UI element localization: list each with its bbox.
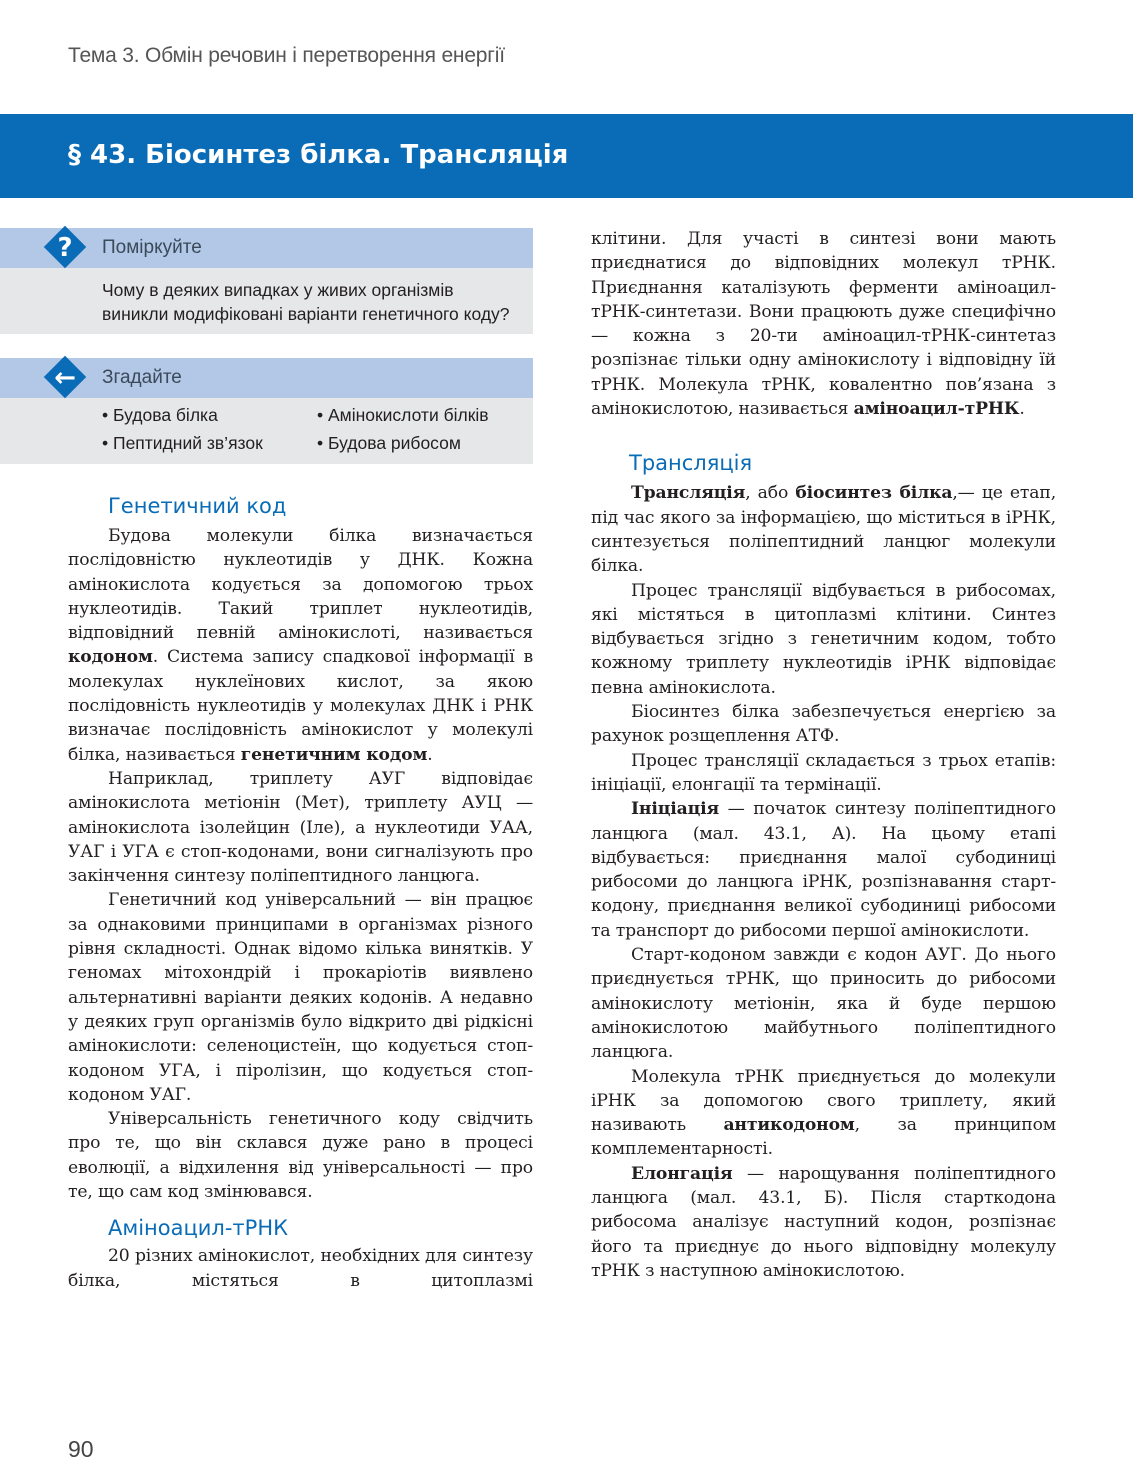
term-genetic-code: генетичним кодом [240, 744, 428, 765]
text-span: . [1019, 399, 1025, 420]
paragraph [68, 524, 533, 767]
title-band [0, 114, 1133, 198]
term-anticodon: антикодоном [723, 1115, 855, 1136]
paragraph: Біосинтез білка забезпечується енергією за рахунок розщеплення АТФ. [591, 702, 1056, 747]
recall-item: • Будова білка [102, 404, 317, 426]
paragraph: Старт-кодоном завжди є кодон АУГ. До нього приєднується тРНК, що приносить до рибосоми амінокислоту метіонін, яка й буде першою амінокислотою майбутнього поліпептидного ланцюга. [591, 945, 1056, 1063]
text-span: ,— це етап, під час якого за інформацією, що міститься в іРНК, синтезується поліпептидний ланцюг молекули білка. [591, 483, 1057, 577]
text-span: , за принципом комплементарності. [591, 1115, 1056, 1160]
heading-genetic-code: Генетичний код [108, 494, 287, 518]
paragraph [591, 797, 1056, 943]
right-column [591, 227, 1056, 1283]
arrow-left-icon: ← [54, 363, 76, 393]
page-title: § 43. Біосинтез білка. Трансляція [68, 140, 569, 170]
text-span: . Система запису спадкової інформації в молекулах нуклеїнових кислот, за якою послідовність нуклеотидів у молекулах ДНК і РНК визначає послідовність амінокислот у молекулі білка, називається [68, 647, 533, 765]
term-protein-biosynthesis: біосинтез білка [795, 483, 953, 504]
term-initiation: Ініціація [631, 799, 720, 820]
think-box-body [0, 268, 533, 334]
recall-item: • Амінокислоти білків [317, 404, 532, 426]
left-column [0, 228, 533, 1293]
paragraph: Процес трансляції складається з трьох етапів: ініціації, елонгації та термінації. [591, 750, 1056, 795]
recall-item: • Будова рибосом [317, 432, 532, 454]
text-span: , або [745, 483, 796, 504]
paragraph: Наприклад, триплету АУГ відповідає амінокислота метіонін (Мет), триплету АУЦ — амінокислота ізолейцин (Іле), а нуклеотиди УАА, УАГ і УГА є стоп-кодонами, вони сигналізують про закінчення синтезу поліпептидного ланцюга. [68, 768, 533, 887]
recall-label: Згадайте [102, 367, 182, 388]
paragraph [591, 1065, 1056, 1162]
term-codon: кодоном [68, 647, 153, 668]
paragraph: Генетичний код універсальний — він працює за однаковими принципами в організмах різного рівня складності. Однак відомо кілька винятків. У геномах мітохондрій і прокаріотів виявлено альтернативні варіанти деяких кодонів. А недавно у деяких груп організмів було відкрито дві рідкісні амінокислоти: селеноцистеїн, що кодується стоп-кодоном УГА, і піролізин, що кодується стоп-кодоном УАГ. [68, 890, 533, 1105]
paragraph [591, 1162, 1056, 1283]
paragraph [591, 481, 1056, 578]
term-aminoacyl-trna: аміноацил-тРНК [853, 399, 1020, 420]
heading-translation: Трансляція [629, 451, 753, 476]
paragraph: Процес трансляції відбувається в рибосомах, які містяться в цитоплазмі клітини. Синтез відбувається згідно з генетичним кодом, тобто кожному триплету нуклеотидів іРНК відповідає певна амінокислота. [591, 580, 1056, 698]
running-head: Тема 3. Обмін речовин і перетворення енергії [68, 44, 505, 67]
text-span: Молекула тРНК приєднується до молекули іРНК за допомогою свого триплету, який називають [591, 1066, 1056, 1136]
paragraph: 20 різних амінокислот, необхідних для синтезу білка, містяться в цитоплазмі [68, 1246, 533, 1291]
recall-item: • Пептидний зв’язок [102, 432, 317, 454]
text-span: — нарощування поліпептидного ланцюга (мал. 43.1, Б). Після старткодона рибосома аналізує наступний кодон, розпізнає його та приєднує до нього відповідну молекулу тРНК з наступною амінокислотою. [591, 1163, 1056, 1281]
paragraph-continued [591, 227, 1056, 421]
recall-box-header [0, 358, 533, 398]
text-span: клітини. Для участі в синтезі вони мають приєднатися до відповідних молекул тРНК. Приєднання каталізують ферменти аміноацил-тРНК-синтетази. Вони працюють дуже специфічно — кожна з 20-ти аміноацил-тРНК-синтетаз розпізнає тільки одну амінокислоту і відповідну їй тРНК. Молекула тРНК, ковалентно пов’язана з амінокислотою, називається [591, 229, 1056, 420]
think-box [0, 228, 533, 334]
term-elongation: Елонгація [631, 1163, 733, 1184]
think-label: Поміркуйте [102, 237, 202, 258]
text-span: Будова молекули білка визначається послідовністю нуклеотидів у ДНК. Кожна амінокислота кодується за допомогою трьох нуклеотидів. Такий триплет нуклеотидів, відповідний певній амінокислоті, називається [68, 526, 533, 644]
recall-list [0, 398, 533, 464]
recall-box-body [0, 398, 533, 464]
text-span: . [427, 744, 433, 765]
question-icon: ? [57, 233, 73, 263]
think-box-header [0, 228, 533, 268]
genetic-code-section [0, 494, 533, 1293]
think-question: Чому в деяких випадках у живих організмів виникли модифіковані варіанти генетичного коду? [102, 280, 510, 324]
recall-box [0, 358, 533, 464]
term-translation: Трансляція [631, 483, 746, 504]
paragraph: Універсальність генетичного коду свідчить про те, що він склався дуже рано в процесі еволюції, а відхилення від універсальності — про те, що сам код змінювався. [68, 1109, 533, 1203]
text-span: — початок синтезу поліпептидного ланцюга (мал. 43.1, А). На цьому етапі відбувається: приєднання малої субодиниці рибосоми до ланцюга іРНК, розпізнавання старт-кодону, приєднання великої субодиниці рибосоми та транспорт до рибосоми першої амінокислоти. [591, 799, 1056, 941]
heading-aminoacyl: Аміноацил-тРНК [108, 1216, 289, 1241]
page-number: 90 [68, 1436, 94, 1462]
